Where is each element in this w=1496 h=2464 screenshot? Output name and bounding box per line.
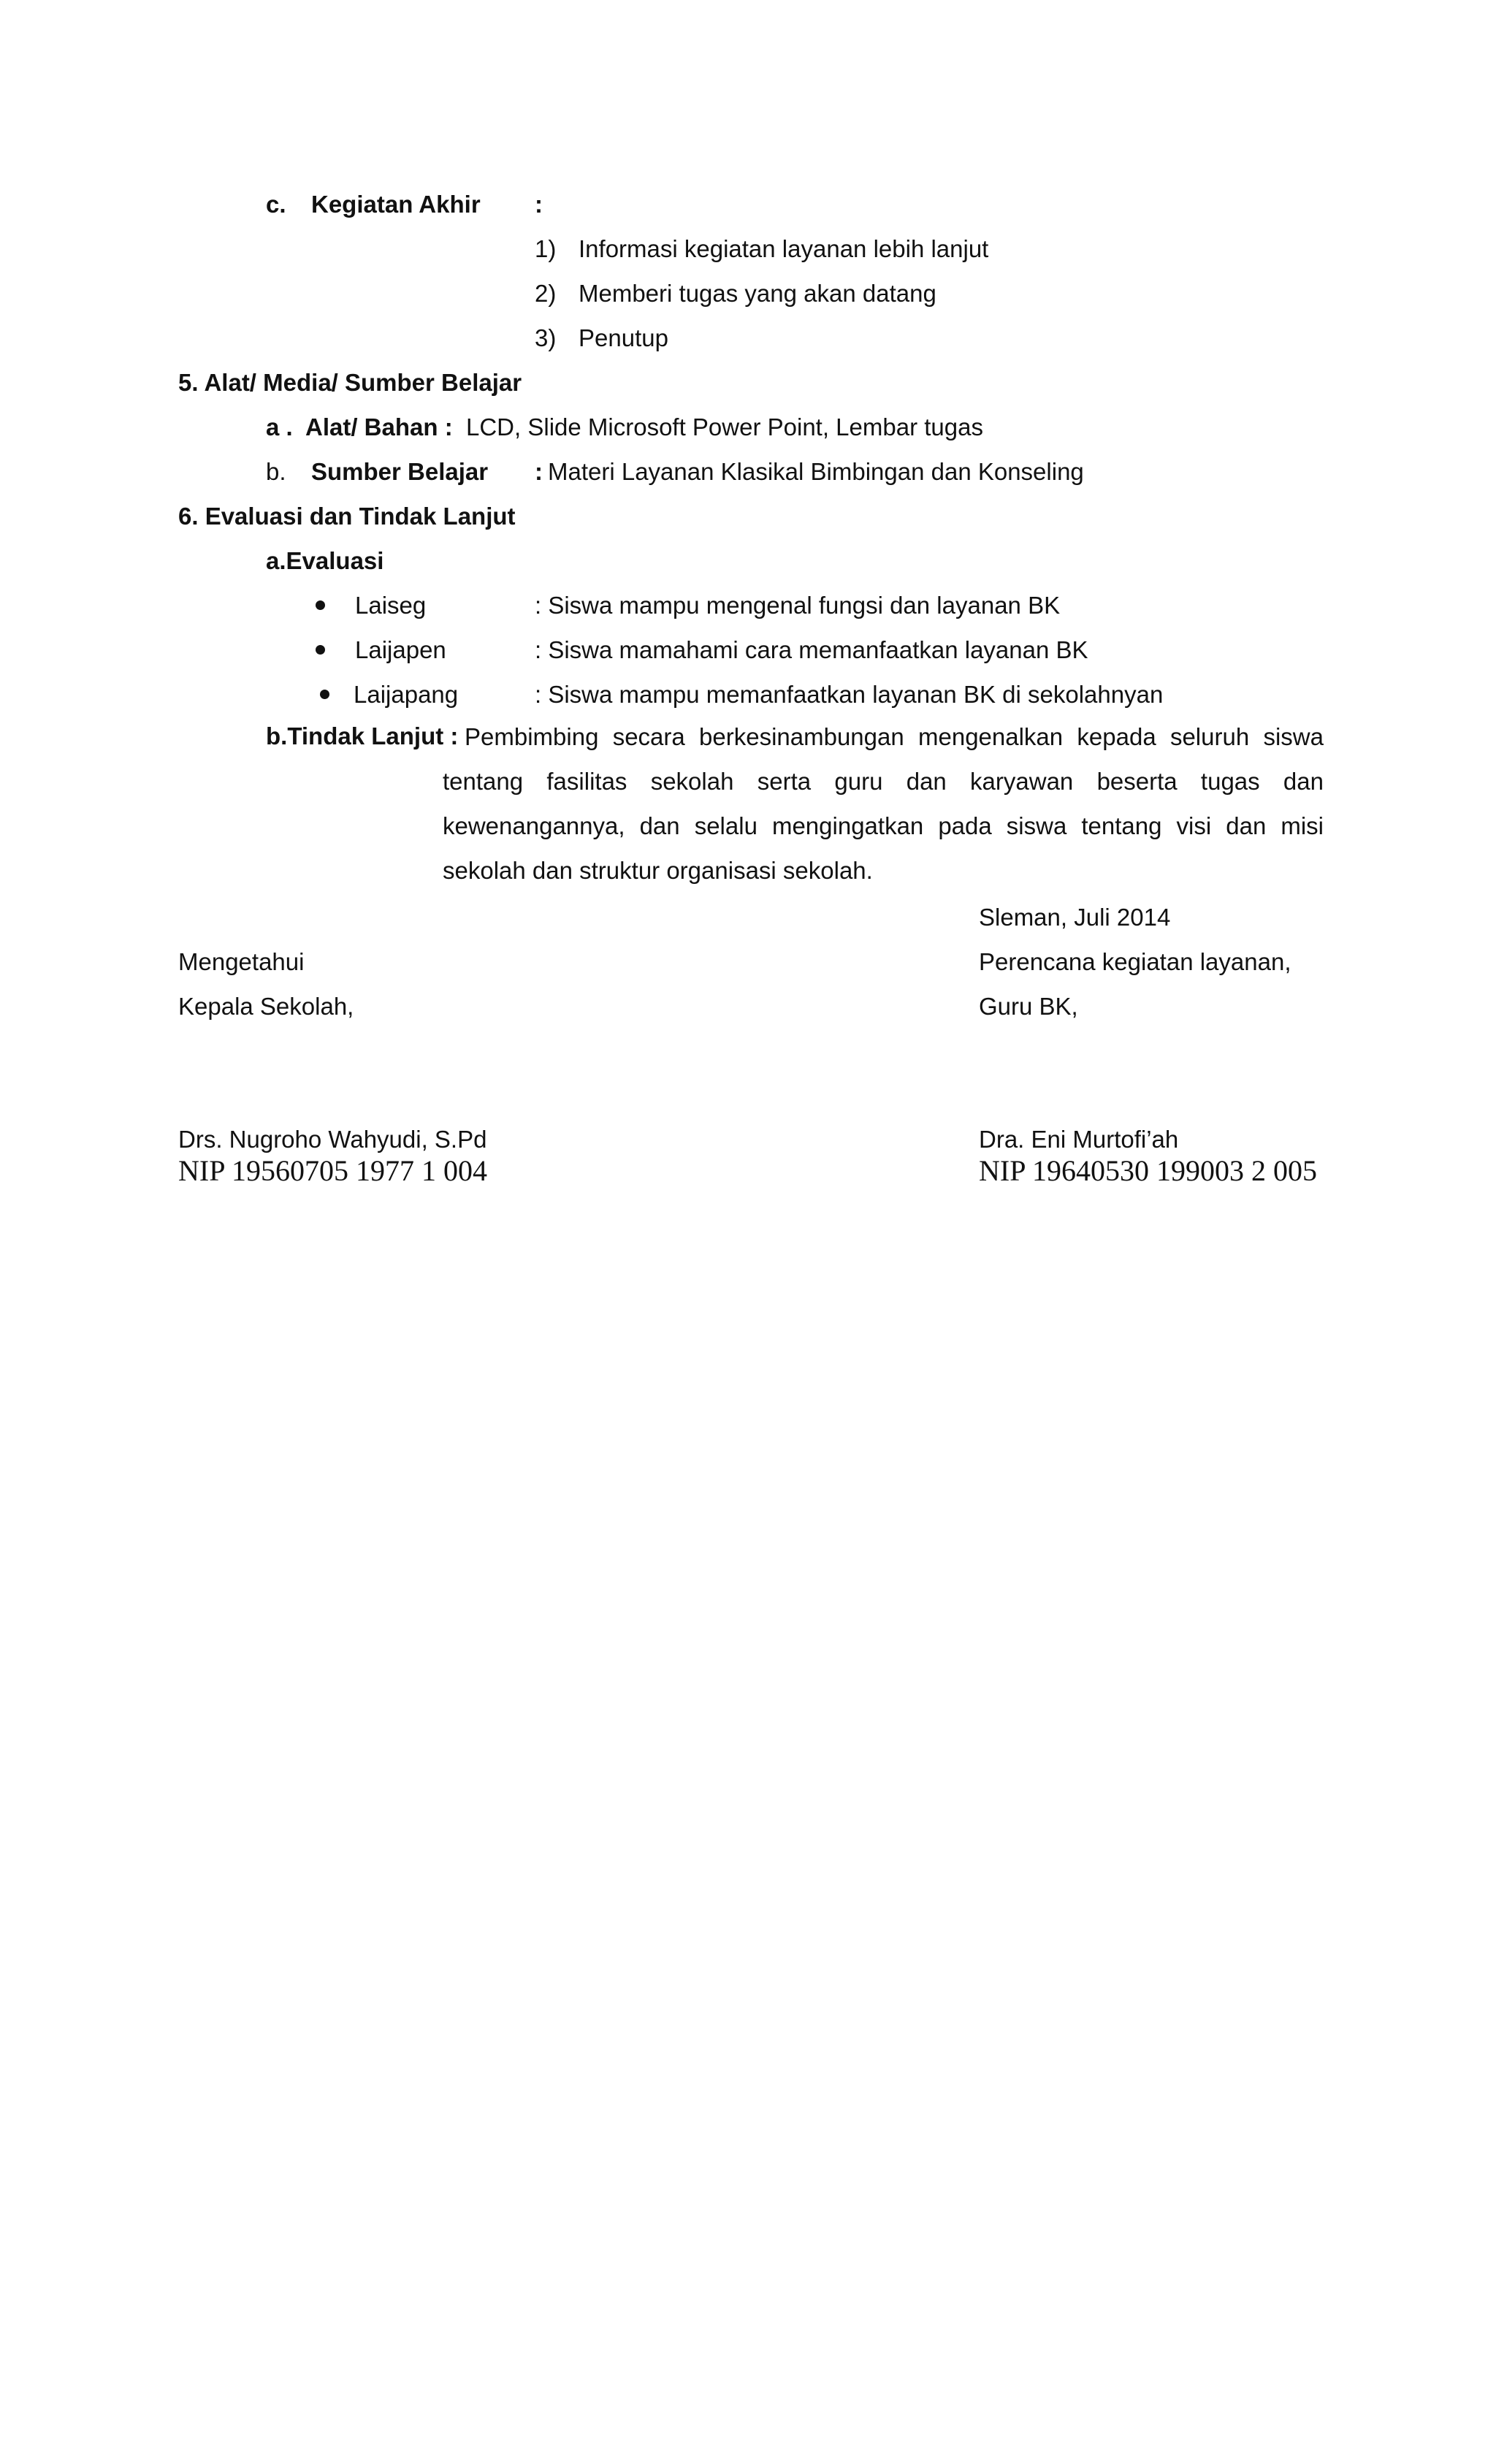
alat-bahan-value: LCD, Slide Microsoft Power Point, Lembar tugas [466, 413, 983, 440]
right-signer-line2: Guru BK, [979, 993, 1078, 1020]
evaluasi-term: Laijapang [354, 681, 459, 708]
kegiatan-akhir-marker: c. [266, 191, 286, 218]
left-signer-name: Drs. Nugroho Wahyudi, S.Pd [178, 1126, 487, 1153]
alat-bahan-marker: a . [266, 413, 293, 440]
place-date: Sleman, Juli 2014 [979, 904, 1171, 931]
list-item-number: 1) [535, 235, 557, 262]
right-signer-line1: Perencana kegiatan layanan, [979, 948, 1291, 975]
evaluasi-value: : Siswa mampu memanfaatkan layanan BK di sekolahnyan [535, 681, 1164, 708]
sumber-belajar-colon: : [535, 458, 543, 485]
right-signer-name: Dra. Eni Murtofi’ah [979, 1126, 1179, 1153]
list-item-number: 2) [535, 280, 557, 307]
kegiatan-akhir-label: Kegiatan Akhir [311, 191, 481, 218]
left-signer-line1: Mengetahui [178, 948, 305, 975]
evaluasi-term: Laijapen [355, 636, 446, 663]
evaluasi-value: : Siswa mamahami cara memanfaatkan layanan BK [535, 636, 1088, 663]
list-item-text: Informasi kegiatan layanan lebih lanjut [579, 235, 989, 262]
evaluasi-value: : Siswa mampu mengenal fungsi dan layanan BK [535, 592, 1061, 619]
left-signer-line2: Kepala Sekolah, [178, 993, 354, 1020]
evaluasi-term: Laiseg [355, 592, 427, 619]
list-item-text: Memberi tugas yang akan datang [579, 280, 936, 307]
alat-bahan-label: Alat/ Bahan : [305, 413, 453, 440]
bullet-icon [320, 690, 329, 699]
section-5-heading: 5. Alat/ Media/ Sumber Belajar [178, 369, 522, 396]
sumber-belajar-label: Sumber Belajar [311, 458, 489, 485]
kegiatan-akhir-colon: : [535, 191, 543, 218]
sumber-belajar-value: Materi Layanan Klasikal Bimbingan dan Konseling [548, 458, 1084, 485]
list-item-number: 3) [535, 324, 557, 351]
evaluasi-heading: a.Evaluasi [266, 547, 384, 574]
bullet-icon [316, 645, 325, 655]
tindak-lanjut-text: Pembimbing secara berkesinambungan mengenalkan kepada seluruh siswa tentang fasilitas sekolah serta guru dan karyawan beserta tugas dan kewenangannya, dan selalu mengingatkan pada siswa tentang visi dan misi sekolah dan struktur organisasi sekolah. [443, 723, 1324, 884]
left-signer-nip: NIP 19560705 1977 1 004 [178, 1154, 487, 1187]
list-item-text: Penutup [579, 324, 668, 351]
sumber-belajar-marker: b. [266, 458, 286, 485]
tindak-lanjut-label: b.Tindak Lanjut : [266, 722, 459, 750]
section-6-heading: 6. Evaluasi dan Tindak Lanjut [178, 503, 516, 530]
right-signer-nip: NIP 19640530 199003 2 005 [979, 1154, 1317, 1187]
bullet-icon [316, 600, 325, 610]
